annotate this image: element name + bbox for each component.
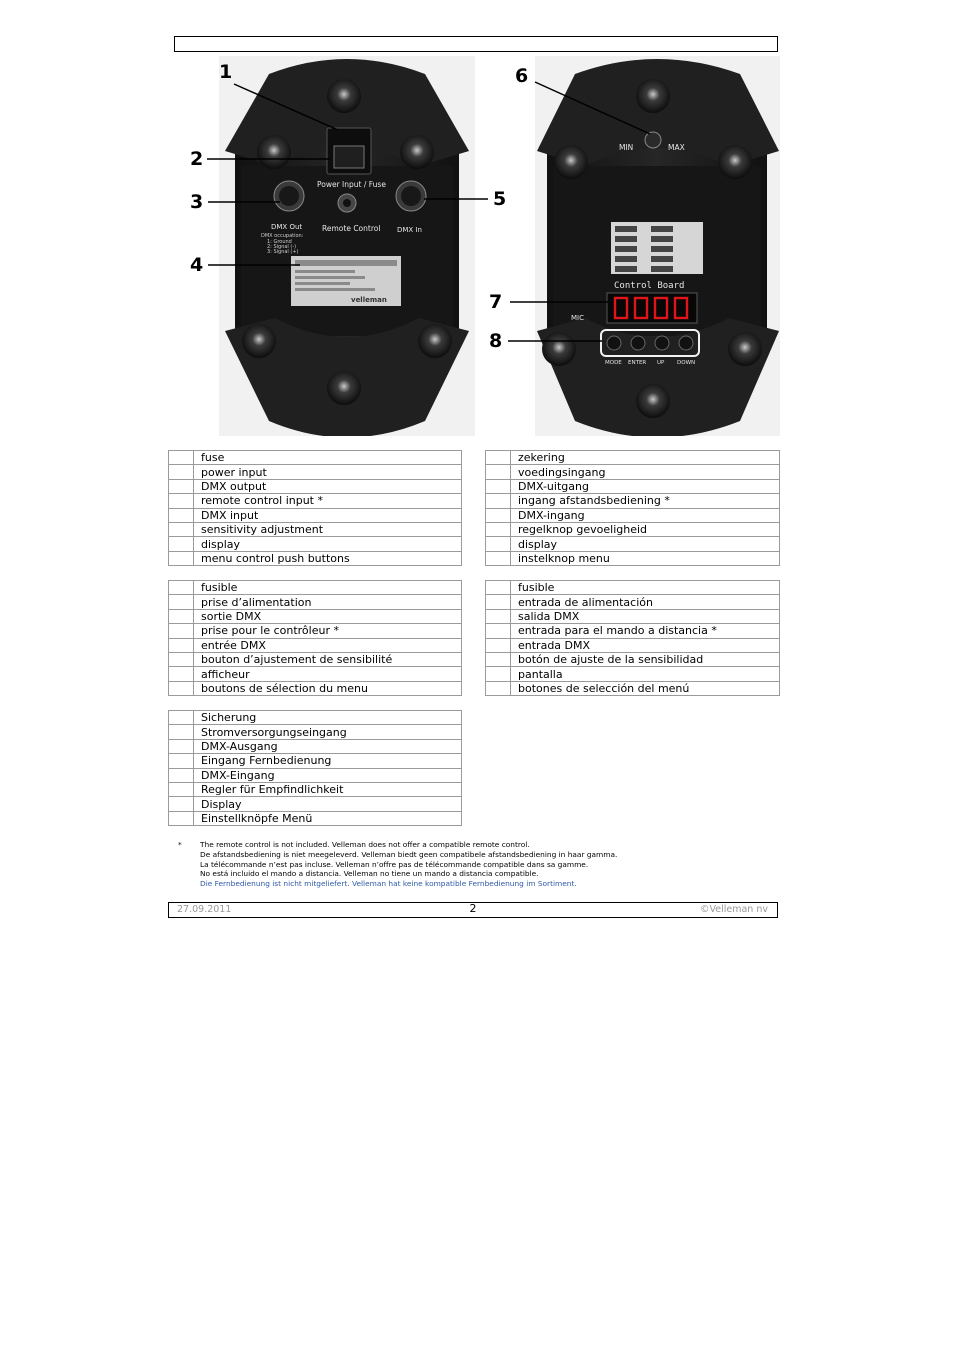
table-row xyxy=(169,667,462,681)
table-row xyxy=(169,811,462,825)
item-number-cell xyxy=(169,667,194,681)
item-number-cell xyxy=(486,624,511,638)
table-row xyxy=(169,782,462,796)
legend-table-fr xyxy=(168,580,462,696)
footnote-line-fr: La télécommande n’est pas incluse. Velleman n’offre pas de télécommande compatible dans sa gamme. xyxy=(200,859,589,869)
item-number-cell xyxy=(169,681,194,695)
item-description: sortie DMX xyxy=(194,609,462,623)
table-row xyxy=(486,494,780,508)
item-number-cell xyxy=(486,479,511,493)
legend-table-de xyxy=(168,710,462,826)
table-row xyxy=(169,479,462,493)
table-row xyxy=(169,725,462,739)
footer-date: 27.09.2011 xyxy=(177,904,232,915)
item-description: fuse xyxy=(194,451,462,465)
table-row xyxy=(169,711,462,725)
remote-control-label: Remote Control xyxy=(322,224,381,233)
table-row xyxy=(486,581,780,595)
power-label: Power Input / Fuse xyxy=(317,180,386,189)
brand-logo: velleman xyxy=(351,296,387,304)
legend-table-en xyxy=(168,450,462,566)
footnote-line-es: No está incluido el mando a distancia. Velleman no tiene un mando a distancia compatible. xyxy=(200,869,539,879)
page-footer xyxy=(168,902,778,918)
item-number-cell xyxy=(486,595,511,609)
item-description: voedingsingang xyxy=(511,465,780,479)
table-row xyxy=(486,522,780,536)
item-description: regelknop gevoeligheid xyxy=(511,522,780,536)
item-number-cell xyxy=(486,508,511,522)
item-description: botones de selección del menú xyxy=(511,681,780,695)
item-number-cell xyxy=(169,811,194,825)
item-number-cell xyxy=(169,494,194,508)
item-description: Sicherung xyxy=(194,711,462,725)
table-row xyxy=(486,667,780,681)
footnote-star: * xyxy=(178,840,182,849)
table-row xyxy=(486,451,780,465)
table-row xyxy=(486,609,780,623)
table-row xyxy=(169,465,462,479)
dmx-occupation-line-4: 3: Signal (+) xyxy=(267,249,299,255)
item-number-cell xyxy=(486,465,511,479)
item-description: prise d’alimentation xyxy=(194,595,462,609)
item-number-cell xyxy=(169,711,194,725)
item-description: menu control push buttons xyxy=(194,551,462,565)
table-row xyxy=(169,451,462,465)
item-description: fusible xyxy=(194,581,462,595)
table-row xyxy=(169,609,462,623)
dmx-occupation-line-3: 2: Signal (-) xyxy=(267,244,297,250)
item-number-cell xyxy=(169,797,194,811)
item-description: afficheur xyxy=(194,667,462,681)
item-description: Eingang Fernbedienung xyxy=(194,754,462,768)
item-description: entrada para el mando a distancia * xyxy=(511,624,780,638)
item-number-cell xyxy=(486,638,511,652)
item-description: zekering xyxy=(511,451,780,465)
item-description: ingang afstandsbediening * xyxy=(511,494,780,508)
callout-4: 4 xyxy=(190,254,204,276)
item-description: instelknop menu xyxy=(511,551,780,565)
table-row xyxy=(169,638,462,652)
item-number-cell xyxy=(169,782,194,796)
item-number-cell xyxy=(169,739,194,753)
item-number-cell xyxy=(486,667,511,681)
control-board-label: Control Board xyxy=(614,281,685,291)
item-number-cell xyxy=(169,537,194,551)
callout-1: 1 xyxy=(219,61,233,83)
item-number-cell xyxy=(169,652,194,666)
table-row xyxy=(169,508,462,522)
item-description: DMX-uitgang xyxy=(511,479,780,493)
item-number-cell xyxy=(169,768,194,782)
item-number-cell xyxy=(169,725,194,739)
table-row xyxy=(169,768,462,782)
legend-table-es xyxy=(485,580,780,696)
dmx-occupation-line-1: DMX occupation: xyxy=(261,233,304,239)
callout-7: 7 xyxy=(489,291,503,313)
callout-3: 3 xyxy=(190,191,204,213)
callout-6: 6 xyxy=(515,65,529,87)
item-number-cell xyxy=(169,638,194,652)
item-description: prise pour le contrôleur * xyxy=(194,624,462,638)
footnote-line-nl: De afstandsbediening is niet meegeleverd. Velleman biedt geen compatibele afstandsbediening in haar gamma. xyxy=(200,849,618,859)
item-description: Stromversorgungseingang xyxy=(194,725,462,739)
callout-8: 8 xyxy=(489,330,503,352)
table-row xyxy=(486,479,780,493)
item-description: fusible xyxy=(511,581,780,595)
table-row xyxy=(169,681,462,695)
max-label: MAX xyxy=(668,143,685,152)
dmx-out-label: DMX Out xyxy=(271,223,303,231)
footnote-line-en: The remote control is not included. Velleman does not offer a compatible remote control. xyxy=(200,840,530,849)
table-row xyxy=(169,797,462,811)
down-button-label: DOWN xyxy=(677,360,696,366)
item-description: botón de ajuste de la sensibilidad xyxy=(511,652,780,666)
table-row xyxy=(486,595,780,609)
item-number-cell xyxy=(169,754,194,768)
up-button-label: UP xyxy=(657,360,665,366)
item-description: Regler für Empfindlichkeit xyxy=(194,782,462,796)
table-row xyxy=(169,537,462,551)
table-row xyxy=(486,681,780,695)
table-row xyxy=(169,624,462,638)
table-row xyxy=(486,508,780,522)
item-number-cell xyxy=(169,465,194,479)
item-number-cell xyxy=(486,494,511,508)
dmx-occupation-line-2: 1: Ground xyxy=(267,239,292,245)
table-row xyxy=(169,754,462,768)
item-description: boutons de sélection du menu xyxy=(194,681,462,695)
item-number-cell xyxy=(486,551,511,565)
table-row xyxy=(486,638,780,652)
table-row xyxy=(169,551,462,565)
callout-2: 2 xyxy=(190,148,204,170)
table-row xyxy=(169,494,462,508)
table-row xyxy=(486,624,780,638)
item-description: entrée DMX xyxy=(194,638,462,652)
item-number-cell xyxy=(486,537,511,551)
item-number-cell xyxy=(486,581,511,595)
table-row xyxy=(169,595,462,609)
item-number-cell xyxy=(169,479,194,493)
table-row xyxy=(169,522,462,536)
item-description: DMX input xyxy=(194,508,462,522)
mic-label: MIC xyxy=(571,314,584,322)
footer-copyright: ©Velleman nv xyxy=(700,904,768,915)
item-number-cell xyxy=(169,624,194,638)
item-number-cell xyxy=(169,451,194,465)
enter-button-label: ENTER xyxy=(628,360,647,366)
table-row xyxy=(486,652,780,666)
item-number-cell xyxy=(169,609,194,623)
table-row xyxy=(169,581,462,595)
item-description: DMX-Ausgang xyxy=(194,739,462,753)
item-number-cell xyxy=(486,522,511,536)
table-row xyxy=(486,465,780,479)
item-description: DMX-Eingang xyxy=(194,768,462,782)
mode-button-label: MODE xyxy=(605,360,622,366)
page-number: 2 xyxy=(469,902,477,915)
item-description: salida DMX xyxy=(511,609,780,623)
item-description: pantalla xyxy=(511,667,780,681)
table-row xyxy=(169,739,462,753)
table-row xyxy=(169,652,462,666)
item-description: display xyxy=(511,537,780,551)
item-description: entrada de alimentación xyxy=(511,595,780,609)
item-description: remote control input * xyxy=(194,494,462,508)
item-description: Einstellknöpfe Menü xyxy=(194,811,462,825)
item-description: sensitivity adjustment xyxy=(194,522,462,536)
item-number-cell xyxy=(169,595,194,609)
table-row xyxy=(486,551,780,565)
item-description: display xyxy=(194,537,462,551)
dmx-in-label: DMX In xyxy=(397,226,422,234)
table-row xyxy=(486,537,780,551)
footnote-line-de: Die Fernbedienung ist nicht mitgeliefert. Velleman hat keine kompatible Fernbedienung im Sortiment. xyxy=(200,879,577,889)
item-number-cell xyxy=(486,451,511,465)
item-description: bouton d’ajustement de sensibilité xyxy=(194,652,462,666)
item-number-cell xyxy=(169,508,194,522)
item-number-cell xyxy=(169,551,194,565)
legend-table-nl xyxy=(485,450,780,566)
item-description: DMX output xyxy=(194,479,462,493)
callout-5: 5 xyxy=(493,188,507,210)
item-number-cell xyxy=(486,681,511,695)
item-number-cell xyxy=(169,522,194,536)
item-number-cell xyxy=(169,581,194,595)
min-label: MIN xyxy=(619,143,634,152)
item-number-cell xyxy=(486,652,511,666)
item-description: Display xyxy=(194,797,462,811)
item-number-cell xyxy=(486,609,511,623)
item-description: power input xyxy=(194,465,462,479)
item-description: DMX-ingang xyxy=(511,508,780,522)
item-description: entrada DMX xyxy=(511,638,780,652)
